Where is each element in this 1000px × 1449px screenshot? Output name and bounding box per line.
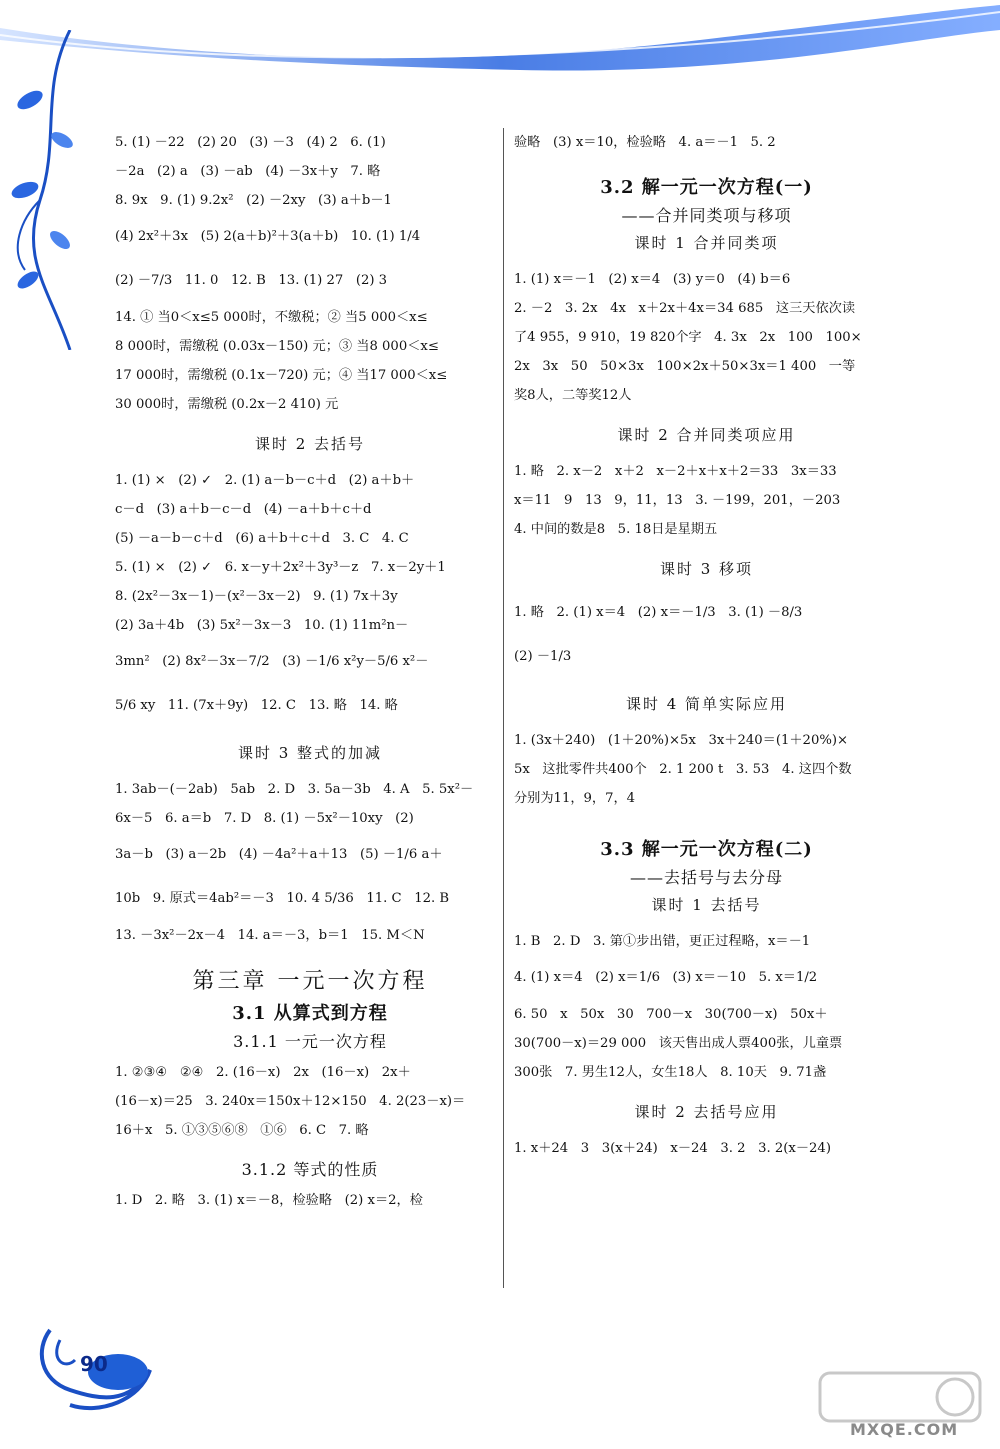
lesson3-answers xyxy=(115,775,505,950)
answer-line: 8. (2x²－3x－1)－(x²－3x－2) 9. (1) 7x＋3y xyxy=(115,589,398,604)
answer-line: c－d (3) a＋b－c－d (4) －a＋b＋c＋d xyxy=(115,502,372,517)
answer-line: 300张 7. 男生12人，女生18人 8. 10天 9. 71盏 xyxy=(514,1065,827,1080)
answer-line: 17 000时，需缴税 (0.1x－720) 元；④ 当17 000＜x≤ xyxy=(115,368,448,383)
l4-answers xyxy=(514,726,899,813)
answer-line: 4. (1) x＝4 (2) x＝1/6 (3) x＝－10 5. x＝1/2 xyxy=(514,970,818,985)
lesson-title: 课时 2 去括号 xyxy=(254,435,366,453)
answer-line: 10b 9. 原式＝4ab²＝－3 10. 4 5/36 11. C 12. B xyxy=(115,891,450,906)
answer-line: 1. 3ab－(－2ab) 5ab 2. D 3. 5a－3b 4. A 5. 5x²－ xyxy=(115,782,474,797)
answer-line: 16＋x 5. ①③⑤⑥⑧ ①⑥ 6. C 7. 略 xyxy=(115,1123,369,1138)
answer-line: x＝11 9 13 9，11，13 3. －199，201，－203 xyxy=(514,493,841,508)
l2-answers xyxy=(514,457,899,544)
lesson-title: 课时 4 简单实际应用 xyxy=(625,695,788,713)
answer-line: 4. 中间的数是8 5. 18日是星期五 xyxy=(514,522,718,537)
answer-line: 2x 3x 50 50×3x 100×2x＋50×3x＝1 400 一等 xyxy=(514,359,856,374)
answer-line: 分别为11，9，7，4 xyxy=(514,791,636,806)
watermark-text: MXQE.COM xyxy=(850,1420,959,1439)
answer-line: 1. (1) x＝－1 (2) x＝4 (3) y＝0 (4) b＝6 xyxy=(514,272,791,287)
answer-line: (16－x)＝25 3. 240x＝150x＋12×150 4. 2(23－x)＝ xyxy=(115,1094,466,1109)
r1-answers xyxy=(514,927,899,1087)
answer-line: 13. －3x²－2x－4 14. a＝－3，b＝1 15. M＜N xyxy=(115,928,425,943)
answer-line: 5/6 xy 11. (7x＋9y) 12. C 13. 略 14. 略 xyxy=(115,698,398,713)
answer-line: 1. ②③④ ②④ 2. (16－x) 2x (16－x) 2x＋ xyxy=(115,1065,411,1080)
vine-ornament xyxy=(0,30,110,350)
answer-line: 1. D 2. 略 3. (1) x＝－8，检验略 (2) x＝2，检 xyxy=(115,1193,423,1208)
answer-line: 2. －2 3. 2x 4x x＋2x＋4x＝34 685 这三天依次读 xyxy=(514,301,856,316)
page-number: 90 xyxy=(80,1352,108,1376)
subsection-title: 3.1.1 一元一次方程 xyxy=(233,1032,387,1051)
answer-line: 1. B 2. D 3. 第①步出错，更正过程略，x＝－1 xyxy=(514,934,811,949)
answer-line: 1. 略 2. x－2 x＋2 x－2＋x＋x＋2＝33 3x＝33 xyxy=(514,464,837,479)
section-title: 3.1 从算式到方程 xyxy=(232,1003,388,1024)
answer-line: 5x 这批零件共400个 2. 1 200 t 3. 53 4. 这四个数 xyxy=(514,762,852,777)
left-top-answers xyxy=(115,128,505,419)
answer-line: (5) －a－b－c＋d (6) a＋b＋c＋d 3. C 4. C xyxy=(115,531,409,546)
right-column xyxy=(514,128,899,1163)
answer-line: 8. 9x 9. (1) 9.2x² (2) －2xy (3) a＋b－1 xyxy=(115,193,392,208)
answer-line: (2) －1/3 xyxy=(514,649,572,664)
section-title: 3.2 解一元一次方程(一) xyxy=(600,177,813,198)
answer-line: 8 000时，需缴税 (0.03x－150) 元；③ 当8 000＜x≤ xyxy=(115,339,439,354)
answer-line: 1. (1) × (2) ✓ 2. (1) a－b－c＋d (2) a＋b＋ xyxy=(115,473,415,488)
l3-answers xyxy=(514,591,899,679)
left-column xyxy=(115,128,505,1215)
lesson-title: 课时 1 合并同类项 xyxy=(634,234,779,252)
answer-line: －2a (2) a (3) －ab (4) －3x＋y 7. 略 xyxy=(115,164,381,179)
answer-line: (4) 2x²＋3x (5) 2(a＋b)²＋3(a＋b) 10. (1) 1/4 xyxy=(115,229,421,244)
banner-decoration xyxy=(0,0,1000,140)
answer-line: 了4 955，9 910，19 820个字 4. 3x 2x 100 100× xyxy=(514,330,862,345)
subsection-title: 3.1.2 等式的性质 xyxy=(241,1160,379,1179)
answer-line: 1. (3x＋240) (1＋20%)×5x 3x＋240＝(1＋20%)× xyxy=(514,733,849,748)
answer-line: 1. x＋24 3 3(x＋24) x－24 3. 2 3. 2(x－24) xyxy=(514,1141,831,1156)
answer-line: 14. ① 当0＜x≤5 000时，不缴税；② 当5 000＜x≤ xyxy=(115,310,428,325)
l1-answers xyxy=(514,265,899,410)
answer-line: (2) 3a＋4b (3) 5x²－3x－3 10. (1) 11m²n－ xyxy=(115,618,409,633)
lesson-title: 课时 3 整式的加减 xyxy=(237,744,383,762)
answer-line: 5. (1) × (2) ✓ 6. x－y＋2x²＋3y³－z 7. x－2y＋1 xyxy=(115,560,446,575)
lesson-title: 课时 3 移项 xyxy=(659,560,754,578)
lesson2-answers xyxy=(115,466,505,728)
answer-line: 6x－5 6. a＝b 7. D 8. (1) －5x²－10xy (2) xyxy=(115,811,414,826)
answer-line: 30(700－x)＝29 000 该天售出成人票400张，儿童票 xyxy=(514,1036,843,1051)
lesson-title: 课时 2 去括号应用 xyxy=(634,1103,779,1121)
lesson-title: 课时 1 去括号 xyxy=(651,896,762,914)
section-title: 3.3 解一元一次方程(二) xyxy=(600,839,813,860)
answer-line: 6. 50 x 50x 30 700－x 30(700－x) 50x＋ xyxy=(514,1007,828,1022)
answer-line: 30 000时，需缴税 (0.2x－2 410) 元 xyxy=(115,397,339,412)
chapter-title: 第三章 一元一次方程 xyxy=(192,969,428,994)
lesson-title: 课时 2 合并同类项应用 xyxy=(617,426,796,444)
answer-line: 奖8人，二等奖12人 xyxy=(514,388,632,403)
sec311-answers xyxy=(115,1058,505,1145)
answer-line: (2) －7/3 11. 0 12. B 13. (1) 27 (2) 3 xyxy=(115,273,388,288)
section-subtitle: ——去括号与去分母 xyxy=(629,868,783,887)
answer-line: 5. (1) －22 (2) 20 (3) －3 (4) 2 6. (1) xyxy=(115,135,386,150)
section-subtitle: ——合并同类项与移项 xyxy=(621,206,792,225)
answer-line: 验略 (3) x＝10，检验略 4. a＝－1 5. 2 xyxy=(514,135,776,150)
answer-line: 3a－b (3) a－2b (4) －4a²＋a＋13 (5) －1/6 a＋ xyxy=(115,847,443,862)
answer-line: 1. 略 2. (1) x＝4 (2) x＝－1/3 3. (1) －8/3 xyxy=(514,605,803,620)
answer-line: 3mn² (2) 8x²－3x－7/2 (3) －1/6 x²y－5/6 x²－ xyxy=(115,654,429,669)
